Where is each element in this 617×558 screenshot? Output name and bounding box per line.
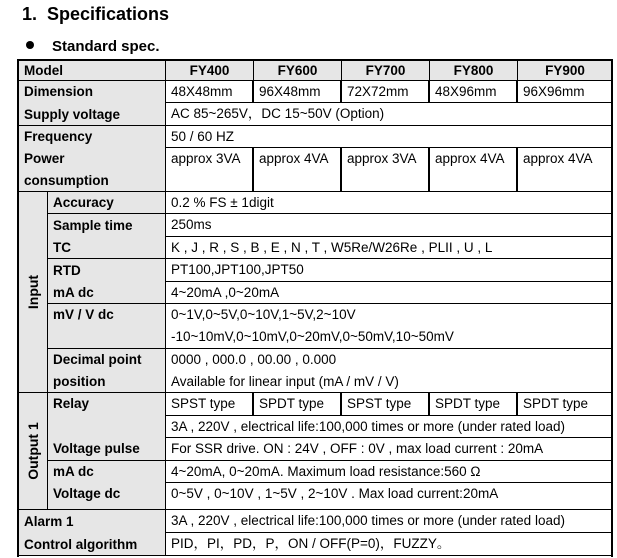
label-mv-v-dc: mV / V dc: [47, 304, 165, 349]
label-ma-dc: mA dc: [53, 285, 94, 300]
bullet-icon: [26, 41, 34, 49]
label-group-sample-tc: [47, 214, 165, 259]
subheading-text: Standard spec.: [52, 38, 160, 55]
input-group-text: Input: [25, 274, 41, 310]
label-dimension: Dimension: [24, 84, 94, 99]
relay-type: SPDT type: [253, 393, 341, 416]
label-group-alarm-control: [17, 510, 165, 556]
power-value: approx 3VA: [165, 148, 253, 192]
dimension-value: 96X48mm: [253, 81, 341, 103]
label-supply-voltage: Supply voltage: [24, 107, 121, 122]
output-ma-dc-value: 4~20mA, 0~20mA. Maximum load resistance:560 Ω: [165, 461, 613, 483]
mv-v-dc-value: [165, 304, 613, 349]
label-accuracy: Accuracy: [47, 192, 165, 214]
model-header: FY700: [341, 60, 429, 81]
model-header: FY900: [517, 60, 613, 81]
section-title: Specifications: [47, 4, 170, 24]
model-header: FY800: [429, 60, 517, 81]
label-sample-time: Sample time: [53, 218, 133, 233]
accuracy-value: 0.2 % FS ± 1digit: [165, 192, 613, 214]
dimension-value: 96X96mm: [517, 81, 613, 103]
label-decimal-line1: Decimal point: [53, 352, 142, 367]
dimension-value: 48X96mm: [429, 81, 517, 103]
model-header: FY600: [253, 60, 341, 81]
power-value: approx 4VA: [429, 148, 517, 192]
label-control-algorithm: Control algorithm: [24, 537, 138, 552]
rtd-value: PT100,JPT100,JPT50: [165, 259, 613, 282]
input-group-label: [17, 192, 47, 393]
ma-dc-value: 4~20mA ,0~20mA: [165, 282, 613, 304]
control-algorithm-value: PID，PI，PD，P，ON / OFF(P=0)，FUZZY。: [165, 533, 613, 556]
relay-type: SPDT type: [517, 393, 613, 416]
label-group-ma-voltage-dc: [47, 461, 165, 510]
relay-rating: 3A , 220V , electrical life:100,000 times or more (under rated load): [165, 416, 613, 438]
mv-v-dc-line1: 0~1V,0~5V,0~10V,1~5V,2~10V: [171, 307, 356, 322]
sample-time-value: 250ms: [165, 214, 613, 237]
voltage-pulse-value: For SSR drive. ON : 24V , OFF : 0V , max load current : 20mA: [165, 438, 613, 461]
label-alarm1: Alarm 1: [24, 514, 74, 529]
label-decimal-line2: position: [53, 374, 106, 389]
label-voltage-dc: Voltage dc: [53, 486, 121, 501]
supply-voltage-value: AC 85~265V，DC 15~50V (Option): [165, 103, 613, 126]
mv-v-dc-line2: -10~10mV,0~10mV,0~20mV,0~50mV,10~50mV: [171, 329, 454, 344]
relay-type: SPDT type: [429, 393, 517, 416]
relay-type: SPST type: [341, 393, 429, 416]
tc-value: K , J , R , S , B , E , N , T , W5Re/W26Re , PLII , U , L: [165, 237, 613, 259]
label-decimal-point: [47, 349, 165, 393]
label-frequency: Frequency: [24, 129, 93, 144]
frequency-value: 50 / 60 HZ: [165, 126, 613, 148]
label-group-dimension-supply: [17, 81, 165, 126]
label-group-frequency-power: [17, 126, 165, 192]
power-value: approx 4VA: [517, 148, 613, 192]
label-model: Model: [17, 60, 165, 81]
power-value: approx 3VA: [341, 148, 429, 192]
dimension-value: 48X48mm: [165, 81, 253, 103]
output1-group-label: [17, 393, 47, 510]
label-relay: Relay: [53, 396, 90, 411]
output1-group-text: Output 1: [25, 422, 41, 480]
label-output-ma-dc: mA dc: [53, 464, 94, 479]
decimal-line2: Available for linear input (mA / mV / V): [171, 374, 399, 389]
label-group-relay-pulse: [47, 393, 165, 461]
subheading: [26, 38, 160, 55]
voltage-dc-value: 0~5V , 0~10V , 1~5V , 2~10V . Max load current:20mA: [165, 483, 613, 510]
power-value: approx 4VA: [253, 148, 341, 192]
section-number: 1.: [22, 4, 38, 24]
label-tc: TC: [53, 240, 71, 255]
label-rtd: RTD: [53, 263, 81, 278]
label-voltage-pulse: Voltage pulse: [53, 441, 140, 456]
model-header: FY400: [165, 60, 253, 81]
label-group-rtd-ma: [47, 259, 165, 304]
label-power: Power: [24, 151, 65, 166]
label-power-consumption: consumption: [24, 173, 109, 188]
alarm1-value: 3A , 220V , electrical life:100,000 times or more (under rated load): [165, 510, 613, 533]
relay-type: SPST type: [165, 393, 253, 416]
section-heading: [22, 4, 169, 25]
decimal-line1: 0000 , 000.0 , 00.00 , 0.000: [171, 352, 337, 367]
decimal-point-value: [165, 349, 613, 393]
dimension-value: 72X72mm: [341, 81, 429, 103]
